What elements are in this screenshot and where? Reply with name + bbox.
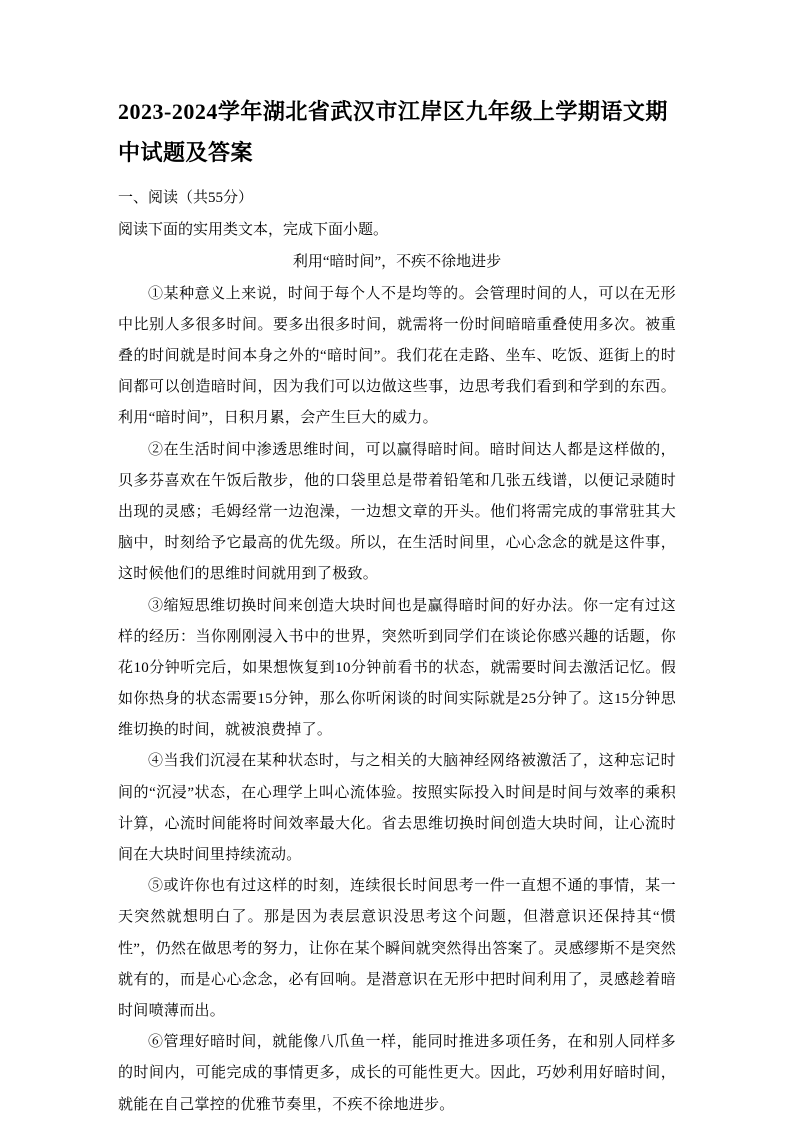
article-title: 利用“暗时间”，不疾不徐地进步 bbox=[292, 254, 502, 271]
document-title: 2023-2024学年湖北省武汉市江岸区九年级上学期语文期中试题及答案 bbox=[118, 99, 668, 165]
article-paragraph-2: ②在生活时间中渗透思维时间，可以赢得暗时间。暗时间达人都是这样做的，贝多芬喜欢在午饭后散步，他的口袋里总是带着铅笔和几张五线谱，以便记录随时出现的灵感；毛姆经常一边泡澡，一边想文章的开头。他们将需完成的事常驻其大脑中，时刻给予它最高的优先级。所以，在生活时间里，心心念念的就是这件事，这时候他们的思维时间就用到了极致。 bbox=[118, 441, 676, 583]
article-paragraph-1: ①某种意义上来说，时间于每个人不是均等的。会管理时间的人，可以在无形中比别人多很多时间。要多出很多时间，就需将一份时间暗暗重叠使用多次。被重叠的时间就是时间本身之外的“暗时间”。我们花在走路、坐车、吃饭、逛街上的时间都可以创造暗时间，因为我们可以边做这些事，边思考我们看到和学到的东西。利用“暗时间”，日积月累，会产生巨大的威力。 bbox=[118, 285, 676, 427]
section-heading: 一、阅读（共55分） bbox=[118, 190, 254, 207]
article-paragraph-6: ⑥管理好暗时间，就能像八爪鱼一样，能同时推进多项任务，在和别人同样多的时间内，可能完成的事情更多，成长的可能性更大。因此，巧妙利用好暗时间，就能在自己掌控的优雅节奏里，不疾不徐地进步。 bbox=[118, 1034, 676, 1113]
article-paragraph-4: ④当我们沉浸在某种状态时，与之相关的大脑神经网络被激活了，这种忘记时间的“沉浸”状态，在心理学上叫心流体验。按照实际投入时间是时间与效率的乘积计算，心流时间能将时间效率最大化。省去思维切换时间创造大块时间，让心流时间在大块时间里持续流动。 bbox=[118, 753, 676, 863]
article-paragraph-3: ③缩短思维切换时间来创造大块时间也是赢得暗时间的好办法。你一定有过这样的经历：当你刚刚浸入书中的世界，突然听到同学们在谈论你感兴趣的话题，你花10分钟听完后，如果想恢复到10分钟前看书的状态，就需要时间去激活记忆。假如你热身的状态需要15分钟，那么你听闲谈的时间实际就是25分钟了。这15分钟思维切换的时间，就被浪费掉了。 bbox=[118, 597, 676, 739]
article-paragraph-5: ⑤或许你也有过这样的时刻，连续很长时间思考一件一直想不通的事情，某一天突然就想明白了。那是因为表层意识没思考这个问题，但潜意识还保持其“惯性”，仍然在做思考的努力，让你在某个瞬间就突然得出答案了。灵感缪斯不是突然就有的，而是心心念念，必有回响。是潜意识在无形中把时间利用了，灵感趁着暗时间喷薄而出。 bbox=[118, 878, 676, 1019]
reading-instruction: 阅读下面的实用类文本，完成下面小题。 bbox=[118, 221, 389, 238]
